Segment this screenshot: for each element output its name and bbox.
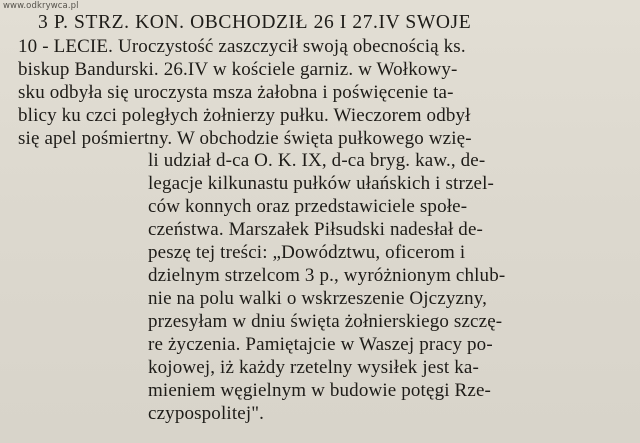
article-line: się apel pośmiertny. W obchodzie święta pułkowego wzię-	[18, 128, 472, 149]
article-line: kojowej, iż każdy rzetelny wysiłek jest ka-	[148, 357, 479, 378]
article-line: nie na polu walki o wskrzeszenie Ojczyzny,	[148, 288, 488, 309]
article-line: re życzenia. Pamiętajcie w Waszej pracy po-	[148, 334, 493, 355]
article-line: legacje kilkunastu pułków ułańskich i strzel-	[148, 173, 495, 194]
article-line: mieniem węgielnym w budowie potęgi Rze-	[148, 380, 492, 401]
article-line: czeństwa. Marszałek Piłsudski nadesłał de-	[148, 219, 484, 240]
article-line: przesyłam w dniu święta żołnierskiego szczę-	[148, 311, 503, 332]
article-line: sku odbyła się uroczysta msza żałobna i poświęcenie ta-	[18, 82, 454, 103]
article-line: 10 - LECIE. Uroczystość zaszczycił swoją obecnością ks.	[18, 36, 466, 57]
article-line: ców konnych oraz przedstawiciele społe-	[148, 196, 468, 217]
article-line: biskup Bandurski. 26.IV w kościele garniz. w Wołkowy-	[18, 59, 458, 80]
article-line: peszę tej treści: „Dowództwu, oficerom i	[148, 242, 466, 263]
watermark: www.odkrywca.pl	[3, 1, 79, 11]
article-heading-line: 3 P. STRZ. KON. OBCHODZIŁ 26 I 27.IV SWOJE	[38, 12, 472, 33]
article-line: czypospolitej".	[148, 403, 265, 424]
article-line: blicy ku czci poległych żołnierzy pułku. Wieczorem odbył	[18, 105, 471, 126]
article-line: dzielnym strzelcom 3 p., wyróżnionym chlub-	[148, 265, 506, 286]
article-line: li udział d-ca O. K. IX, d-ca bryg. kaw., de-	[148, 150, 486, 171]
